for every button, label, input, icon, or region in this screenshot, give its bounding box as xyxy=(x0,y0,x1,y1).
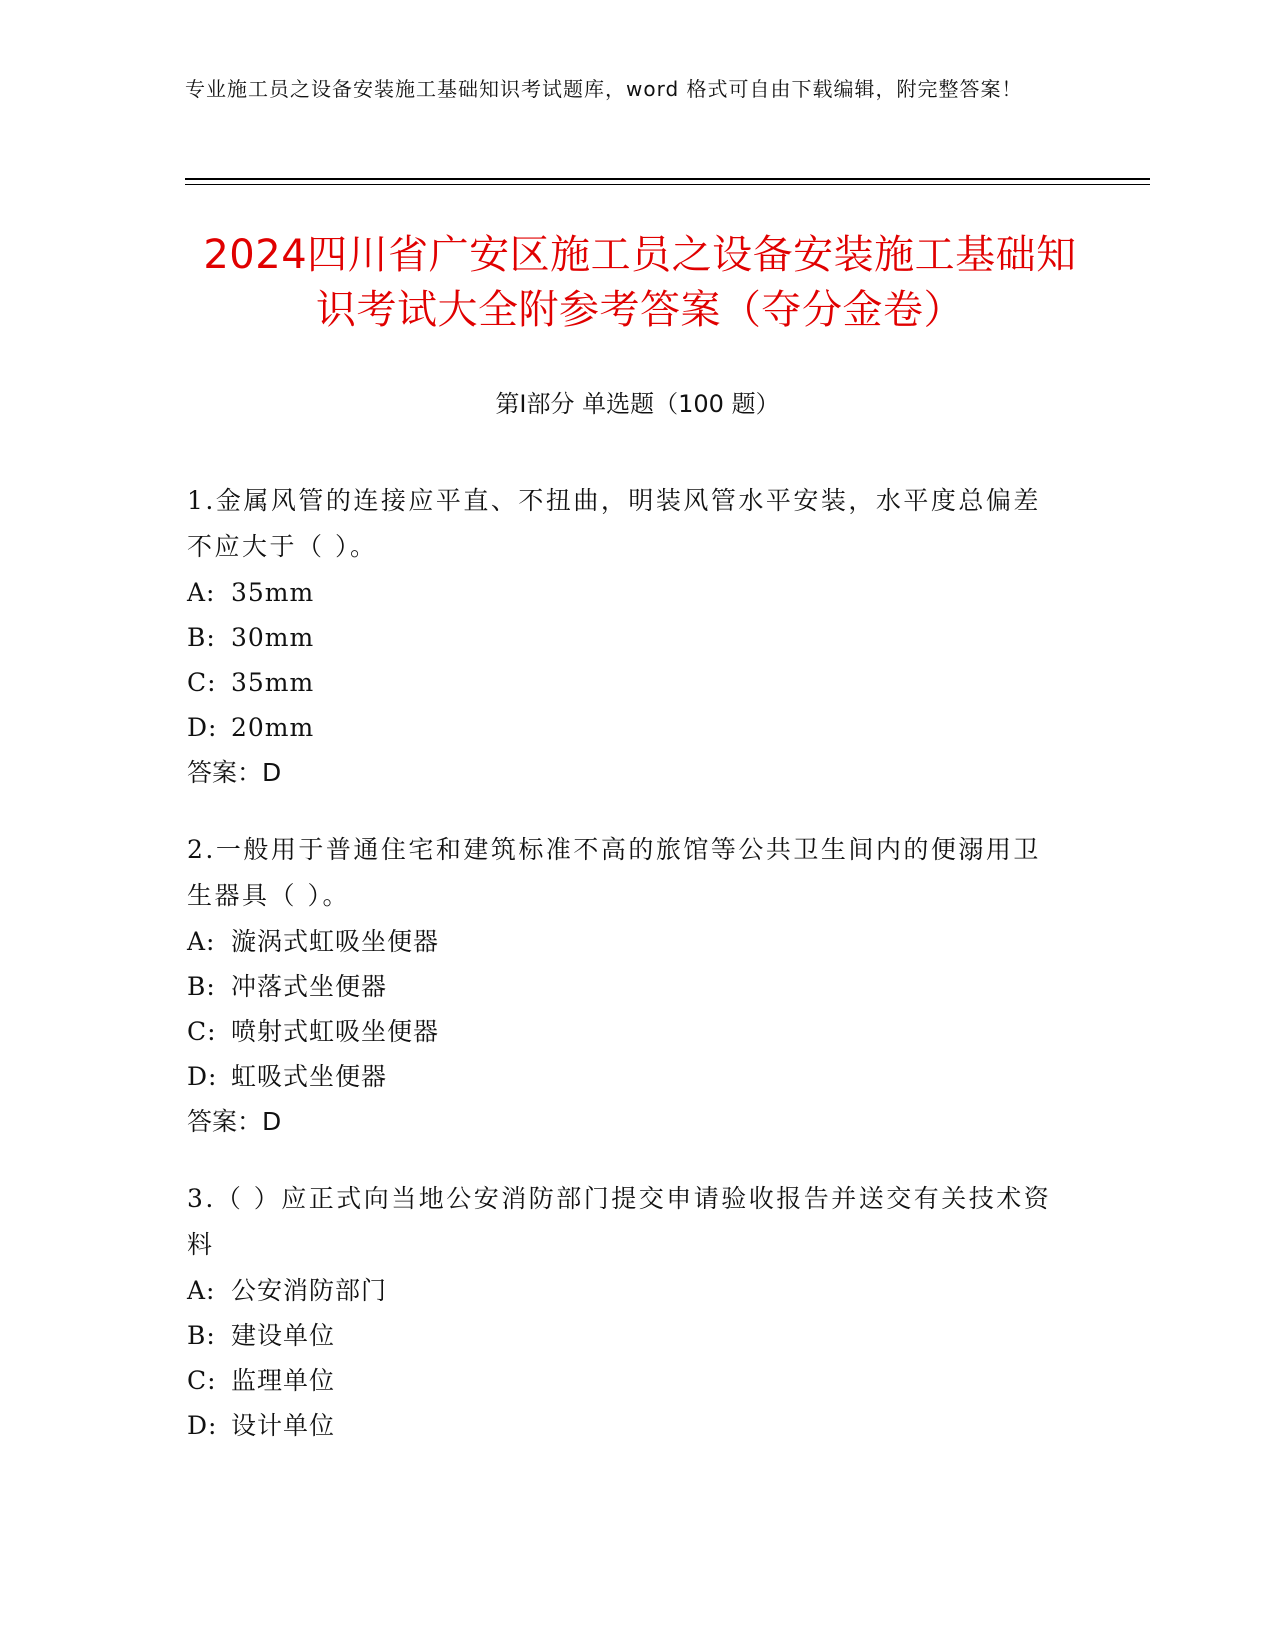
option-key: C: xyxy=(187,668,217,697)
question-stem: 3.（ ）应正式向当地公安消防部门提交申请验收报告并送交有关技术资料 xyxy=(187,1184,1052,1259)
option-text: 20mm xyxy=(231,713,315,742)
question-2 xyxy=(187,827,1067,1144)
header-note: 专业施工员之设备安装施工基础知识考试题库，word 格式可自由下载编辑，附完整答案！ xyxy=(185,77,1023,101)
option-text: 监理单位 xyxy=(231,1366,336,1395)
option-d xyxy=(187,1054,1067,1099)
section-title: 第I部分 单选题（100 题） xyxy=(495,390,780,418)
question-3 xyxy=(187,1176,1067,1448)
option-c xyxy=(187,660,1067,705)
header-rule-thin xyxy=(185,184,1150,185)
option-key: D: xyxy=(187,1062,218,1091)
option-text: 设计单位 xyxy=(231,1411,336,1440)
option-text: 虹吸式坐便器 xyxy=(231,1062,388,1091)
header-rule-thick xyxy=(185,178,1150,180)
question-1 xyxy=(187,478,1067,795)
option-text: 35mm xyxy=(231,578,315,607)
option-c xyxy=(187,1358,1067,1403)
option-d xyxy=(187,705,1067,750)
option-b xyxy=(187,1313,1067,1358)
option-key: B: xyxy=(187,1321,216,1350)
option-key: D: xyxy=(187,713,218,742)
option-text: 公安消防部门 xyxy=(231,1276,388,1305)
option-key: A: xyxy=(187,927,216,956)
question-list xyxy=(187,478,1067,1480)
option-text: 喷射式虹吸坐便器 xyxy=(231,1017,440,1046)
option-c xyxy=(187,1009,1067,1054)
option-text: 冲落式坐便器 xyxy=(231,972,388,1001)
question-stem: 1.金属风管的连接应平直、不扭曲，明装风管水平安装，水平度总偏差不应大于（ ）。 xyxy=(187,486,1041,561)
option-text: 漩涡式虹吸坐便器 xyxy=(231,927,440,956)
document-title: 2024四川省广安区施工员之设备安装施工基础知识考试大全附参考答案（夺分金卷） xyxy=(203,232,1077,333)
option-b xyxy=(187,615,1067,660)
option-key: C: xyxy=(187,1017,217,1046)
option-key: B: xyxy=(187,972,216,1001)
option-key: C: xyxy=(187,1366,217,1395)
option-text: 建设单位 xyxy=(231,1321,336,1350)
option-a xyxy=(187,919,1067,964)
option-key: D: xyxy=(187,1411,218,1440)
option-key: A: xyxy=(187,1276,216,1305)
option-a xyxy=(187,570,1067,615)
option-text: 30mm xyxy=(231,623,315,652)
answer-text: 答案：D xyxy=(187,1107,282,1136)
option-a xyxy=(187,1268,1067,1313)
answer-text: 答案：D xyxy=(187,758,282,787)
option-key: B: xyxy=(187,623,216,652)
question-stem: 2.一般用于普通住宅和建筑标准不高的旅馆等公共卫生间内的便溺用卫生器具（ ）。 xyxy=(187,835,1041,910)
option-b xyxy=(187,964,1067,1009)
option-key: A: xyxy=(187,578,216,607)
option-text: 35mm xyxy=(231,668,315,697)
option-d xyxy=(187,1403,1067,1448)
